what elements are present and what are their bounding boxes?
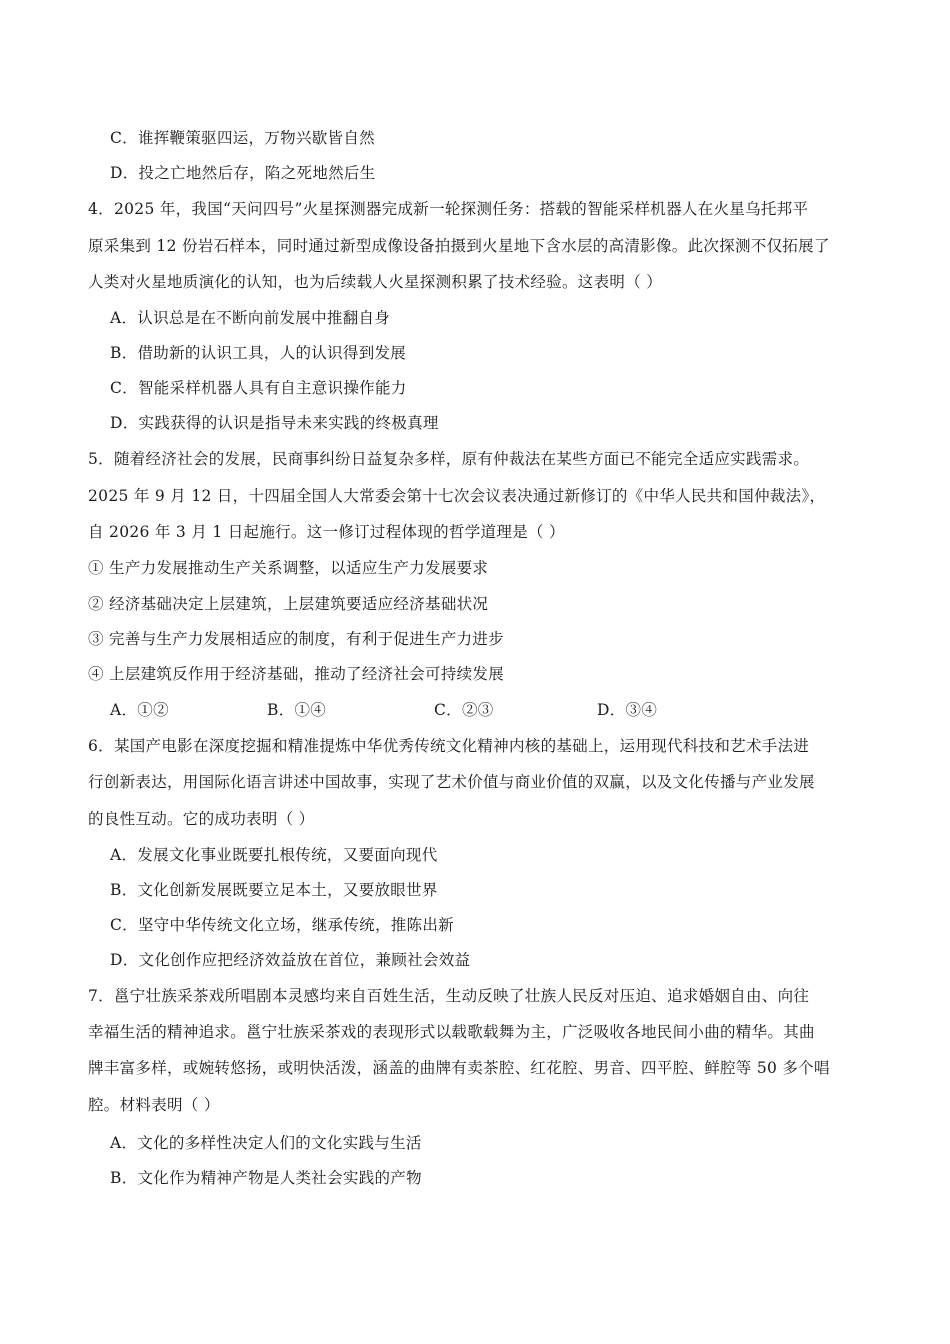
q7-stem-line-2: 幸福生活的精神追求。邕宁壮族采茶戏的表现形式以载歌载舞为主，广泛吸收各地民间小曲的精华。其曲 [88,1023,815,1041]
q4-option-a: A．认识总是在不断向前发展中推翻自身 [110,309,391,327]
q5-stem-line-1: 5．随着经济社会的发展，民商事纠纷日益复杂多样，原有仲裁法在某些方面已不能完全适应实践需求。 [88,450,810,468]
q5-statement-4: ④ 上层建筑反作用于经济基础，推动了经济社会可持续发展 [88,665,505,683]
q3-option-c: C．谁挥鞭策驱四运，万物兴歇皆自然 [110,129,375,147]
q5-stem-line-3: 自 2026 年 3 月 1 日起施行。这一修订过程体现的哲学道理是（ ） [88,523,565,541]
q7-option-b: B．文化作为精神产物是人类社会实践的产物 [110,1169,422,1187]
q5-option-c: C．②③ [434,701,494,719]
q4-stem-line-3: 人类对火星地质演化的认知，也为后续载人火星探测积累了技术经验。这表明（ ） [88,273,663,291]
q3-option-d: D．投之亡地然后存，陷之死地然后生 [110,164,376,182]
q6-option-d: D．文化创作应把经济效益放在首位，兼顾社会效益 [110,951,471,969]
q7-option-a: A．文化的多样性决定人们的文化实践与生活 [110,1134,422,1152]
q5-stem-line-2: 2025 年 9 月 12 日，十四届全国人大常委会第十七次会议表决通过新修订的《中华人民共和国仲裁法》， [88,487,826,505]
q6-option-c: C．坚守中华传统文化立场，继承传统，推陈出新 [110,916,454,934]
q6-option-b: B．文化创新发展既要立足本土，又要放眼世界 [110,881,438,899]
q6-stem-line-2: 行创新表达，用国际化语言讲述中国故事，实现了艺术价值与商业价值的双赢，以及文化传播与产业发展 [88,773,815,791]
q5-option-b: B．①④ [267,701,327,719]
q7-stem-line-4: 腔。材料表明（ ） [88,1096,220,1114]
q5-option-d: D．③④ [597,701,658,719]
q5-statement-1: ① 生产力发展推动生产关系调整，以适应生产力发展要求 [88,559,489,577]
q6-option-a: A．发展文化事业既要扎根传统，又要面向现代 [110,846,438,864]
q4-option-d: D．实践获得的认识是指导未来实践的终极真理 [110,414,439,432]
q5-statement-2: ② 经济基础决定上层建筑，上层建筑要适应经济基础状况 [88,595,489,613]
q4-stem-line-2: 原采集到 12 份岩石样本，同时通过新型成像设备拍摄到火星地下含水层的高清影像。此次探测不仅拓展了 [88,237,830,255]
q7-stem-line-1: 7．邕宁壮族采茶戏所唱剧本灵感均来自百姓生活，生动反映了壮族人民反对压迫、追求婚姻自由、向往 [88,987,810,1005]
q5-option-a: A．①② [110,701,169,719]
q4-stem-line-1: 4．2025 年，我国“天问四号”火星探测器完成新一轮探测任务：搭载的智能采样机器人在火星乌托邦平 [88,200,809,218]
q5-options-row [110,699,890,721]
q4-option-b: B．借助新的认识工具，人的认识得到发展 [110,344,407,362]
q6-stem-line-1: 6．某国产电影在深度挖掘和精准提炼中华优秀传统文化精神内核的基础上，运用现代科技和艺术手法进 [88,737,810,755]
q6-stem-line-3: 的良性互动。它的成功表明（ ） [88,810,315,828]
q7-stem-line-3: 牌丰富多样，或婉转悠扬，或明快活泼，涵盖的曲牌有卖茶腔、红花腔、男音、四平腔、鲜腔等 50 多个唱 [88,1059,830,1077]
q5-statement-3: ③ 完善与生产力发展相适应的制度，有利于促进生产力进步 [88,630,505,648]
q4-option-c: C．智能采样机器人具有自主意识操作能力 [110,379,407,397]
